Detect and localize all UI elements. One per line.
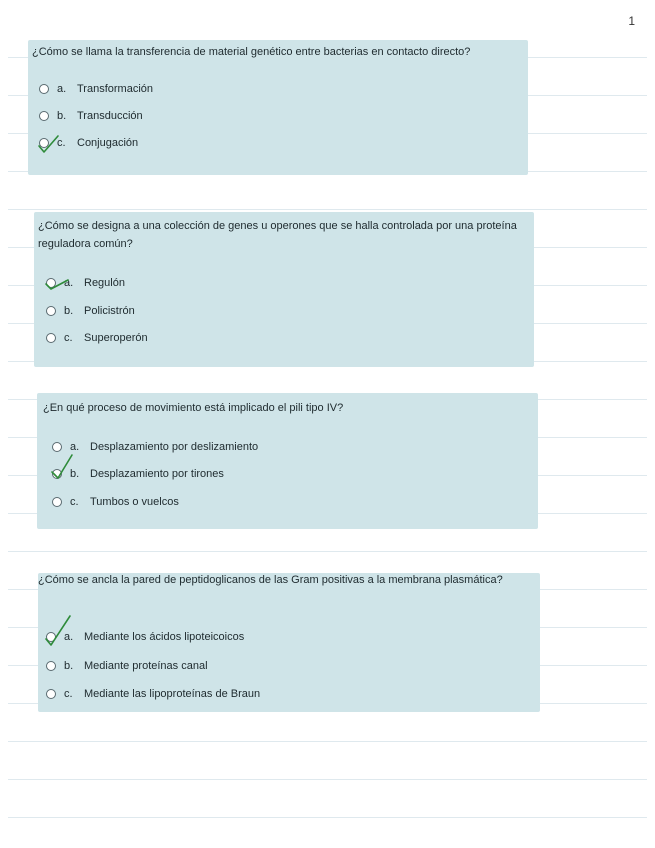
option-c[interactable] (39, 137, 138, 149)
page-number: 1 (628, 14, 635, 28)
option-label: Desplazamiento por tirones (90, 468, 224, 480)
radio-button[interactable] (52, 497, 62, 507)
option-label: Transformación (77, 83, 154, 95)
option-a[interactable] (46, 631, 244, 643)
option-b[interactable] (46, 305, 135, 317)
option-a[interactable] (39, 83, 153, 95)
option-label: Mediante los ácidos lipoteicoicos (84, 631, 245, 643)
option-letter: b. (57, 110, 67, 122)
option-letter: b. (70, 468, 80, 480)
question-card (38, 573, 540, 712)
option-label: Desplazamiento por deslizamiento (90, 441, 259, 453)
option-c[interactable] (46, 688, 260, 700)
option-label: Mediante las lipoproteínas de Braun (84, 688, 261, 700)
radio-button[interactable] (52, 442, 62, 452)
option-letter: a. (64, 631, 74, 643)
option-letter: a. (64, 277, 74, 289)
option-b[interactable] (46, 660, 208, 672)
option-a[interactable] (52, 441, 258, 453)
option-a[interactable] (46, 277, 125, 289)
ruled-line (8, 779, 647, 780)
option-b[interactable] (39, 110, 143, 122)
option-letter: c. (64, 332, 73, 344)
radio-button[interactable] (46, 333, 56, 343)
option-c[interactable] (52, 496, 179, 508)
option-letter: a. (70, 441, 80, 453)
option-letter: c. (64, 688, 73, 700)
option-label: Transducción (77, 110, 143, 122)
radio-button[interactable] (52, 469, 62, 479)
radio-button[interactable] (46, 306, 56, 316)
option-label: Regulón (84, 277, 125, 289)
option-c[interactable] (46, 332, 148, 344)
question-card (28, 40, 528, 175)
radio-button[interactable] (46, 661, 56, 671)
radio-button[interactable] (46, 278, 56, 288)
option-label: Mediante proteínas canal (84, 660, 208, 672)
radio-button[interactable] (46, 689, 56, 699)
question-card (34, 212, 534, 367)
option-label: Tumbos o vuelcos (90, 496, 179, 508)
option-label: Policistrón (84, 305, 135, 317)
ruled-line (8, 817, 647, 818)
option-letter: b. (64, 305, 74, 317)
radio-button[interactable] (39, 138, 49, 148)
ruled-line (8, 551, 647, 552)
radio-button[interactable] (46, 632, 56, 642)
option-b[interactable] (52, 468, 224, 480)
option-letter: c. (70, 496, 79, 508)
option-letter: c. (57, 137, 66, 149)
ruled-line (8, 209, 647, 210)
question-text: ¿Cómo se ancla la pared de peptidoglicanos de las Gram positivas a la membrana plasmática? (38, 574, 503, 586)
question-text: ¿En qué proceso de movimiento está implicado el pili tipo IV? (43, 402, 344, 414)
option-letter: b. (64, 660, 74, 672)
radio-button[interactable] (39, 111, 49, 121)
option-letter: a. (57, 83, 67, 95)
question-text: ¿Cómo se designa a una colección de genes u operones que se halla controlada por una proteína reguladora común? (38, 220, 517, 250)
option-label: Superoperón (84, 332, 148, 344)
option-label: Conjugación (77, 137, 139, 149)
ruled-line (8, 741, 647, 742)
radio-button[interactable] (39, 84, 49, 94)
question-text: ¿Cómo se llama la transferencia de material genético entre bacterias en contacto directo? (32, 46, 471, 58)
question-card (37, 393, 538, 529)
